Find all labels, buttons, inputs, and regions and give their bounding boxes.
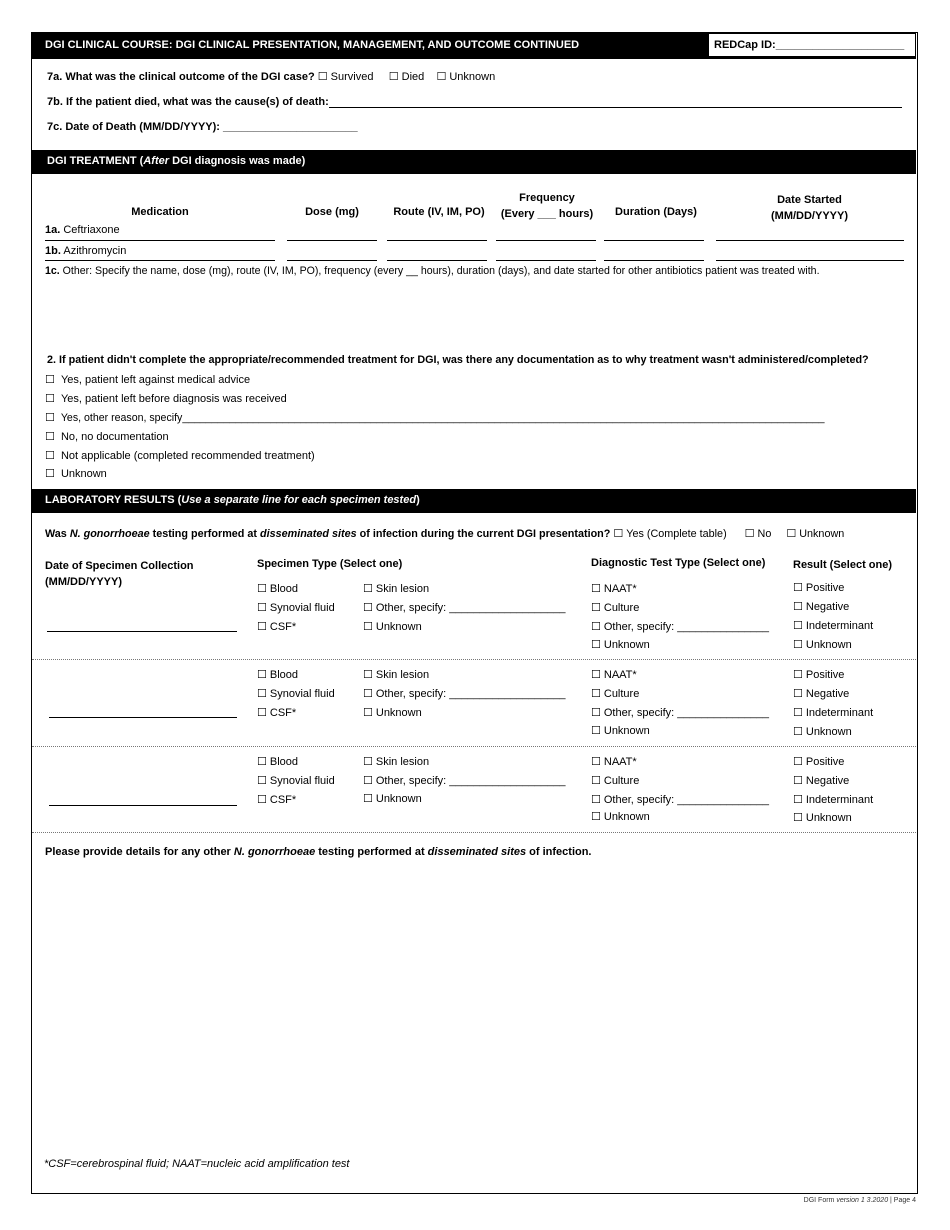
checkbox-icon[interactable]: ☐ — [45, 373, 55, 386]
specimen-csf[interactable]: ☐ CSF* — [257, 620, 297, 633]
option-unknown[interactable]: ☐ Unknown — [436, 70, 496, 83]
checkbox-icon[interactable]: ☐ — [257, 601, 267, 614]
duration-field[interactable] — [604, 260, 704, 261]
checkbox-icon[interactable]: ☐ — [436, 70, 447, 83]
checkbox-icon[interactable]: ☐ — [257, 668, 267, 681]
col-header-dose: Dose (mg) — [305, 206, 359, 218]
specimen-unknown[interactable]: ☐ Unknown — [363, 792, 422, 805]
specimen-blood[interactable]: ☐ Blood — [257, 582, 299, 595]
checkbox-icon[interactable]: ☐ — [257, 620, 267, 633]
result-negative[interactable]: ☐ Negative — [793, 774, 850, 787]
q2-option-against-advice[interactable]: ☐ Yes, patient left against medical advice — [45, 373, 251, 386]
col-header-frequency: Frequency (Every ___ hours) — [500, 192, 594, 220]
checkbox-icon[interactable]: ☐ — [591, 668, 601, 681]
route-field[interactable] — [387, 240, 487, 241]
test-naat[interactable]: ☐ NAAT* — [591, 582, 637, 595]
other-testing-prompt: Please provide details for any other N. gonorrhoeae testing performed at disseminated sites of infection. — [45, 846, 592, 858]
treatment-row-other: 1c. Other: Specify the name, dose (mg), route (IV, IM, PO), frequency (every __ hours), duration (days), and date started for other antibiotics patient was treated with. — [45, 265, 820, 277]
checkbox-icon[interactable]: ☐ — [257, 582, 267, 595]
footnote: *CSF=cerebrospinal fluid; NAAT=nucleic acid amplification test — [44, 1158, 350, 1170]
form-page — [31, 32, 918, 1194]
page-footer: DGI Form version 1 3.2020 | Page 4 — [803, 1197, 916, 1204]
other-testing-details-area[interactable] — [45, 865, 903, 1145]
test-naat[interactable]: ☐ NAAT* — [591, 668, 637, 681]
redcap-id-field[interactable] — [708, 33, 916, 57]
medication-field[interactable] — [45, 240, 275, 241]
section-header-laboratory: LABORATORY RESULTS (Use a separate line for each specimen tested) — [32, 489, 916, 513]
result-positive[interactable]: ☐ Positive — [793, 581, 845, 594]
specimen-csf[interactable]: ☐ CSF* — [257, 793, 297, 806]
checkbox-icon[interactable]: ☐ — [786, 527, 797, 540]
checkbox-icon[interactable]: ☐ — [793, 687, 803, 700]
test-culture[interactable]: ☐ Culture — [591, 601, 640, 614]
specimen-blood[interactable]: ☐ Blood — [257, 668, 299, 681]
checkbox-icon[interactable]: ☐ — [45, 449, 55, 462]
checkbox-icon[interactable]: ☐ — [45, 392, 55, 405]
checkbox-icon[interactable]: ☐ — [591, 582, 601, 595]
redcap-id-label: REDCap ID:_____________________ — [714, 39, 905, 51]
frequency-field[interactable] — [496, 260, 596, 261]
checkbox-icon[interactable]: ☐ — [45, 430, 55, 443]
checkbox-icon[interactable]: ☐ — [793, 811, 803, 824]
checkbox-icon[interactable]: ☐ — [591, 774, 601, 787]
result-positive[interactable]: ☐ Positive — [793, 755, 845, 768]
date-started-field[interactable] — [716, 240, 904, 241]
checkbox-icon[interactable]: ☐ — [363, 601, 373, 614]
checkbox-icon[interactable]: ☐ — [363, 668, 373, 681]
q2-option-no-documentation[interactable]: ☐ No, no documentation — [45, 430, 169, 443]
col-header-duration: Duration (Days) — [615, 206, 697, 218]
checkbox-icon[interactable]: ☐ — [793, 725, 803, 738]
question-2: 2. If patient didn't complete the appropriate/recommended treatment for DGI, was there any documentation as to why treatment wasn't administered/completed? — [47, 354, 869, 366]
checkbox-icon[interactable]: ☐ — [388, 70, 399, 83]
checkbox-icon[interactable]: ☐ — [591, 755, 601, 768]
col-header-medication: Medication — [131, 206, 189, 218]
section-header-treatment: DGI TREATMENT (After DGI diagnosis was made) — [32, 150, 916, 174]
result-negative[interactable]: ☐ Negative — [793, 600, 850, 613]
option-died[interactable]: ☐ Died — [388, 70, 425, 83]
checkbox-icon[interactable]: ☐ — [793, 638, 803, 651]
checkbox-icon[interactable]: ☐ — [793, 755, 803, 768]
lab-question: Was N. gonorrhoeae testing performed at disseminated sites of infection during the current DGI presentation? ☐ Yes (Complete table) ☐ No ☐ Unknown — [45, 527, 845, 540]
checkbox-icon[interactable]: ☐ — [793, 774, 803, 787]
frequency-field[interactable] — [496, 240, 596, 241]
q2-option-before-diagnosis[interactable]: ☐ Yes, patient left before diagnosis was received — [45, 392, 287, 405]
checkbox-icon[interactable]: ☐ — [363, 706, 373, 719]
question-7a-text: 7a. What was the clinical outcome of the DGI case? — [47, 71, 315, 83]
collection-date-field[interactable] — [47, 631, 237, 632]
result-indeterminant[interactable]: ☐ Indeterminant — [793, 706, 874, 719]
checkbox-icon[interactable]: ☐ — [613, 527, 624, 540]
checkbox-icon[interactable]: ☐ — [363, 792, 373, 805]
specimen-unknown[interactable]: ☐ Unknown — [363, 620, 422, 633]
checkbox-icon[interactable]: ☐ — [257, 774, 267, 787]
specimen-skin-lesion[interactable]: ☐ Skin lesion — [363, 668, 430, 681]
date-started-field[interactable] — [716, 260, 904, 261]
checkbox-icon[interactable]: ☐ — [793, 619, 803, 632]
checkbox-icon[interactable]: ☐ — [793, 581, 803, 594]
checkbox-icon[interactable]: ☐ — [591, 793, 601, 806]
checkbox-icon[interactable]: ☐ — [591, 687, 601, 700]
test-culture[interactable]: ☐ Culture — [591, 774, 640, 787]
test-unknown[interactable]: ☐ Unknown — [591, 638, 650, 651]
treatment-row-azithromycin: 1b. Azithromycin — [45, 245, 127, 257]
checkbox-icon[interactable]: ☐ — [591, 620, 601, 633]
result-indeterminant[interactable]: ☐ Indeterminant — [793, 793, 874, 806]
result-indeterminant[interactable]: ☐ Indeterminant — [793, 619, 874, 632]
col-header-result: Result (Select one) — [793, 559, 893, 571]
specimen-other[interactable]: ☐ Other, specify: ___________________ — [363, 774, 566, 787]
test-other[interactable]: ☐ Other, specify: _______________ — [591, 706, 770, 719]
checkbox-icon[interactable]: ☐ — [591, 601, 601, 614]
checkbox-icon[interactable]: ☐ — [793, 668, 803, 681]
q2-option-not-applicable[interactable]: ☐ Not applicable (completed recommended treatment) — [45, 449, 315, 462]
q2-option-unknown[interactable]: ☐ Unknown — [45, 467, 107, 480]
specimen-other[interactable]: ☐ Other, specify: ___________________ — [363, 687, 566, 700]
specimen-unknown[interactable]: ☐ Unknown — [363, 706, 422, 719]
route-field[interactable] — [387, 260, 487, 261]
col-header-specimen-type: Specimen Type (Select one) — [257, 558, 403, 570]
checkbox-icon[interactable]: ☐ — [591, 638, 601, 651]
checkbox-icon[interactable]: ☐ — [363, 755, 373, 768]
checkbox-icon[interactable]: ☐ — [317, 70, 328, 83]
specimen-synovial[interactable]: ☐ Synovial fluid — [257, 774, 335, 787]
lab-option-yes[interactable]: ☐ Yes (Complete table) — [613, 527, 727, 540]
section-header-clinical-course — [32, 33, 916, 59]
checkbox-icon[interactable]: ☐ — [793, 793, 803, 806]
option-survived[interactable]: ☐ Survived — [317, 70, 374, 83]
checkbox-icon[interactable]: ☐ — [363, 582, 373, 595]
test-other[interactable]: ☐ Other, specify: _______________ — [591, 793, 770, 806]
result-unknown[interactable]: ☐ Unknown — [793, 725, 852, 738]
treatment-row-ceftriaxone: 1a. Ceftriaxone — [45, 224, 120, 236]
checkbox-icon[interactable]: ☐ — [257, 755, 267, 768]
col-header-test-type: Diagnostic Test Type (Select one) — [591, 557, 766, 569]
col-header-date-started: Date Started (MM/DD/YYYY) — [771, 194, 848, 222]
specimen-blood[interactable]: ☐ Blood — [257, 755, 299, 768]
result-unknown[interactable]: ☐ Unknown — [793, 811, 852, 824]
checkbox-icon[interactable]: ☐ — [257, 793, 267, 806]
lab-option-unknown[interactable]: ☐ Unknown — [786, 527, 845, 540]
row-divider — [32, 746, 916, 747]
test-culture[interactable]: ☐ Culture — [591, 687, 640, 700]
row-divider — [32, 659, 916, 660]
q2-option-other-reason[interactable]: ☐ Yes, other reason, specify_____________________________________________________________________________________________________________ — [45, 411, 825, 424]
lab-option-no[interactable]: ☐ No — [744, 527, 772, 540]
result-positive[interactable]: ☐ Positive — [793, 668, 845, 681]
col-header-route: Route (IV, IM, PO) — [393, 206, 485, 218]
specimen-other[interactable]: ☐ Other, specify: ___________________ — [363, 601, 566, 614]
row-divider — [32, 832, 916, 833]
test-other[interactable]: ☐ Other, specify: _______________ — [591, 620, 770, 633]
question-7b: 7b. If the patient died, what was the cause(s) of death: — [47, 96, 329, 108]
specimen-skin-lesion[interactable]: ☐ Skin lesion — [363, 582, 430, 595]
test-naat[interactable]: ☐ NAAT* — [591, 755, 637, 768]
checkbox-icon[interactable]: ☐ — [363, 687, 373, 700]
specimen-synovial[interactable]: ☐ Synovial fluid — [257, 601, 335, 614]
medication-field[interactable] — [45, 260, 275, 261]
dose-field[interactable] — [287, 240, 377, 241]
col-header-collection-date: Date of Specimen Collection (MM/DD/YYYY) — [45, 560, 194, 588]
question-7c[interactable]: 7c. Date of Death (MM/DD/YYYY): ______________________ — [47, 121, 358, 133]
checkbox-icon[interactable]: ☐ — [257, 706, 267, 719]
checkbox-icon[interactable]: ☐ — [45, 411, 55, 424]
specimen-csf[interactable]: ☐ CSF* — [257, 706, 297, 719]
specimen-skin-lesion[interactable]: ☐ Skin lesion — [363, 755, 430, 768]
duration-field[interactable] — [604, 240, 704, 241]
test-unknown[interactable]: ☐ Unknown — [591, 724, 650, 737]
checkbox-icon[interactable]: ☐ — [744, 527, 755, 540]
checkbox-icon[interactable]: ☐ — [793, 600, 803, 613]
checkbox-icon[interactable]: ☐ — [363, 620, 373, 633]
specimen-synovial[interactable]: ☐ Synovial fluid — [257, 687, 335, 700]
checkbox-icon[interactable]: ☐ — [591, 810, 601, 823]
result-unknown[interactable]: ☐ Unknown — [793, 638, 852, 651]
checkbox-icon[interactable]: ☐ — [793, 706, 803, 719]
checkbox-icon[interactable]: ☐ — [363, 774, 373, 787]
question-7a — [47, 70, 495, 83]
checkbox-icon[interactable]: ☐ — [45, 467, 55, 480]
checkbox-icon[interactable]: ☐ — [591, 724, 601, 737]
checkbox-icon[interactable]: ☐ — [591, 706, 601, 719]
dose-field[interactable] — [287, 260, 377, 261]
test-unknown[interactable]: ☐ Unknown — [591, 810, 650, 823]
cause-of-death-field[interactable] — [329, 107, 902, 108]
checkbox-icon[interactable]: ☐ — [257, 687, 267, 700]
section-title: DGI CLINICAL COURSE: DGI CLINICAL PRESENTATION, MANAGEMENT, AND OUTCOME CONTINUED — [45, 39, 580, 51]
collection-date-field[interactable] — [49, 805, 237, 806]
result-negative[interactable]: ☐ Negative — [793, 687, 850, 700]
collection-date-field[interactable] — [49, 717, 237, 718]
